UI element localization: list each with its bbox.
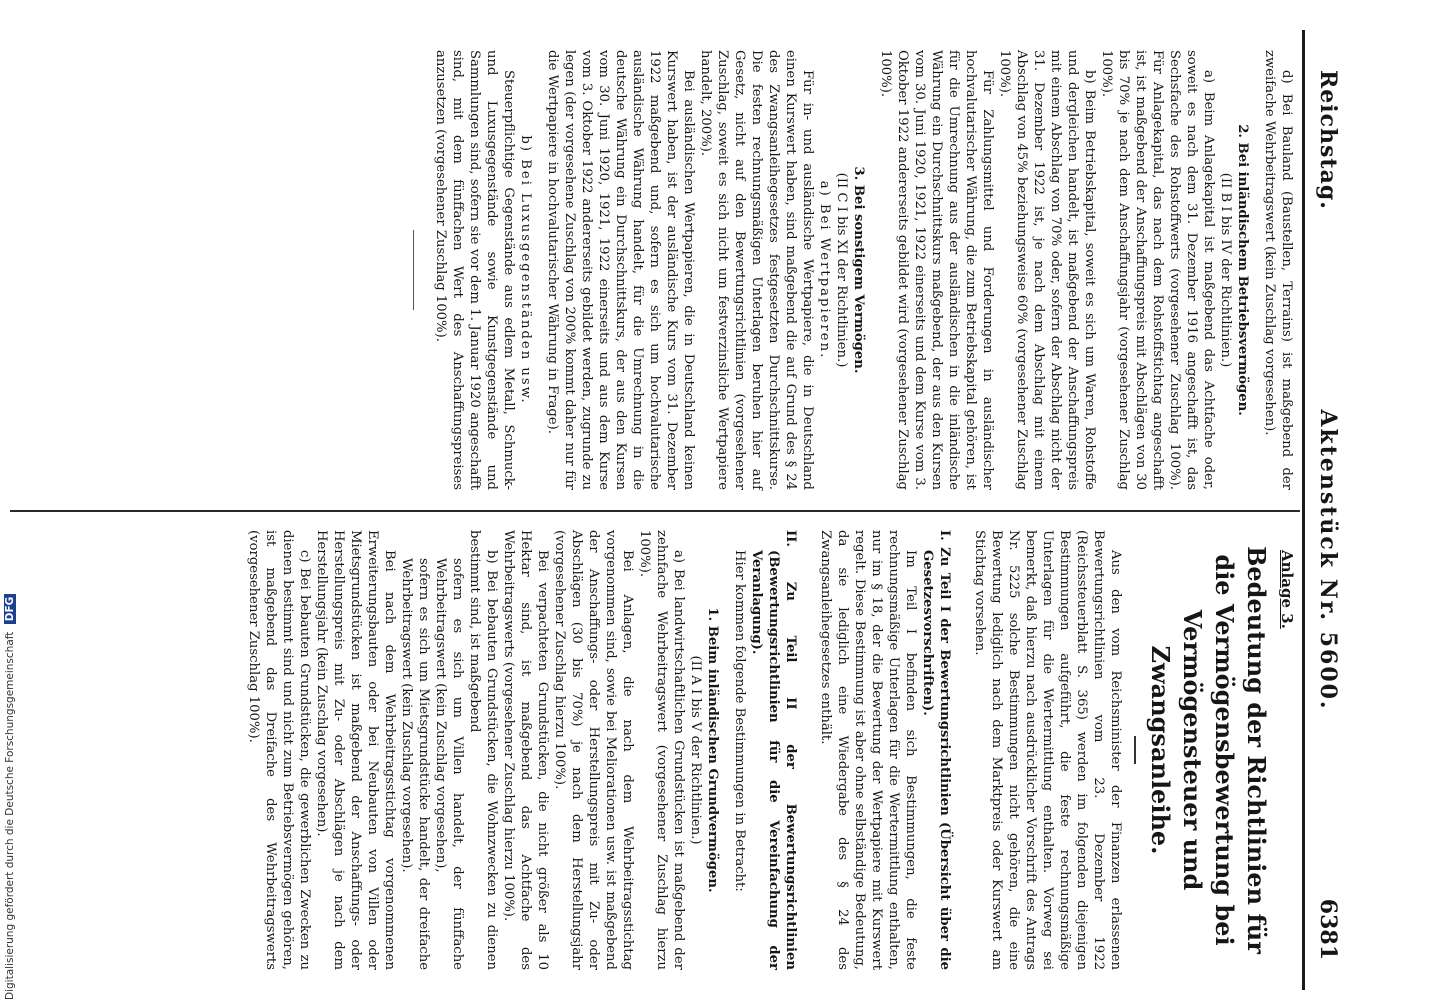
document-title: Bedeutung der Richtlinien für die Vermögensbewertung bei Vermögensteuer und Zwangsanleihe. [1146, 546, 1271, 954]
section-2-sub: (II B I bis IV der Richtlinien.) [1218, 172, 1233, 368]
paragraph-2b: b) Beim Betriebskapital, soweit es sich um Waren, Rohstoffe und dergleichen handelt, ist maßgebend der Anschaffungspreis mit einem Abschlag von 70% oder, sofern der Abschlag nicht der 31. Dezember 1922 ist, je nach dem Abschlag mit einem Abschlag von 45% beziehungsweise 60% (vorgesehener Zuschlag 100%). [997, 50, 1097, 490]
right-column [245, 530, 1295, 970]
anlage-label: Anlage 3. [1278, 550, 1296, 629]
section-II-heading: II. Zu Teil II der Bewertungsrichtlinien (Bewertungsrichtlinien für die Vereinfachung der Veranlagung). [749, 530, 798, 970]
section-3b-heading: b) Bei Luxusgegenständen usw. [518, 135, 533, 405]
section-I-text: Im Teil I befinden sich Bestimmungen, die feste rechnungsmäßige Unterlagen für die Wertermittlung enthalten, nur im § 18, der die Bewertung der Wertpapiere mit Kurswert regelt. Diese Bestimmung ist aber ohne selbständige Bedeutung, da sie lediglich eine Wiedergabe des § 24 des Zwangsanleihegesetzes enthält. [818, 530, 918, 970]
title-rule [1134, 736, 1136, 764]
column-divider [10, 510, 1300, 512]
section-3-heading: 3. Bei sonstigem Vermögen. [851, 166, 866, 374]
paragraph-d: d) Bei Bauland (Baustellen, Terrains) ist maßgebend der zweifache Wehrbeitragswert (kein Zuschlag vorgesehen). [1262, 50, 1294, 490]
paragraph-3b: Steuerpflichtige Gegenstände aus edlem Metall, Schmuck- und Luxusgegenstände sowie Kunstgegenstände und Sammlungen sind, sofern sie vor dem 1. Januar 1920 angeschafft sind, mit dem fünffachen Wert des Anschaffungspreises anzusetzen (vorgesehener Zuschlag 100%). [433, 50, 516, 490]
section-3-sub: (II C I bis XI der Richtlinien.) [834, 172, 849, 368]
section-1-heading: 1. Beim inländischen Grundvermögen. [705, 607, 720, 893]
paragraph-3a2: Bei ausländischen Wertpapieren, die in Deutschland keinen Kurswert haben, ist der ausländische Kurs vom 31. Dezember 1922 maßgebend und, sofern es sich um hochvalutarische ausländische Währung handelt, für die Umrechnung in die deutsche Währung ein Durchschnittskurs, der aus den Kursen vom 30. Juni 1920, 1921, 1922 einerseits und aus dem Kurse vom 3. Oktober 1922 andererseits gebildet werden, zugrunde zu legen (der vorgesehene Zuschlag von 200% kommt daher nur für die Wertpapiere in hochvalutarischer Währung in Frage). [545, 50, 696, 490]
section-1-sub: (II A I bis V der Richtlinien.) [688, 655, 703, 845]
paragraph-2a: a) Beim Anlagekapital ist maßgebend das Achtfache oder, soweit es nach dem 31. Dezember 1916 angeschafft ist, das Sechsfache des Rohstoffwerts (vorgesehener Zuschlag 100%). Für Anlagekapital, das nach dem Rohstoffstichtag angeschafft ist, ist maßgebend der Anschaffungspreis mit Abschlägen von 30 bis 70% je nach dem Anschaffungsjahr (vorgesehener Zuschlag 100%). [1099, 50, 1216, 490]
page-number: 6381 [1315, 898, 1341, 960]
paragraph-1a3: Bei verpachteten Grundstücken, die nicht größer als 10 Hektar sind, ist maßgebend das Achtfache des Wehrbeitragswerts (vorgesehener Zuschlag hierzu 100%). [501, 530, 550, 970]
header-rule [1302, 30, 1305, 990]
end-rule [413, 230, 414, 310]
page-header [1307, 30, 1345, 990]
paragraph-1b: b) Bei bebauten Grundstücken, die Wohnzwecken zu dienen bestimmt sind, ist maßgebend [467, 530, 499, 970]
left-column [395, 50, 1295, 490]
section-II-text: Hier kommen folgende Bestimmungen in Betracht: [732, 550, 747, 892]
paragraph-1a: a) Bei landwirtschaftlichen Grundstücken ist maßgebend der zehnfache Wehrbeitragswert (vorgesehener Zuschlag hierzu 100%). [637, 530, 686, 970]
paragraph-1a2: Bei Anlagen, die nach dem Wehrbeitragsstichtag vorgenommen sind, sowie bei Meliorationen usw. ist maßgebend der Anschaffungs- oder Herstellungspreis mit Zu- oder Abschlägen (30 bis 70%) je nach dem Herstellungsjahr (vorgesehener Zuschlag hierzu 100%). [552, 530, 635, 970]
paragraph-3a1: Für in- und ausländische Wertpapiere, die in Deutschland einen Kurswert haben, sind maßgebend die auf Grund des § 24 des Zwangsanleihegesetzes festgesetzten Durchschnittskurse. Die festen rechnungsmäßigen Unterlagen beruhen hier auf Gesetz, nicht auf den Bewertungsrichtlinien (vorgesehener Zuschlag, soweit es sich nicht um festverzinsliche Wertpapiere handelt, 200%). [698, 50, 815, 490]
paragraph-1c: c) Bei bebauten Grundstücken, die gewerblichen Zwecken zu dienen bestimmt sind und nicht zum Betriebsvermögen gehören, ist maßgebend das Dreifache des Wehrbeitragswerts (vorgesehener Zuschlag 100%). [246, 530, 312, 970]
intro-paragraph: Aus den vom Reichsminister der Finanzen erlassenen Bewertungsrichtlinien vom 23. Dezember 1922 (Reichssteuerblatt S. 365) werden im folgenden diejenigen Bestimmungen aufgeführt, die feste rechnungsmäßige Unterlagen für die Wertermittlung enthalten. Vorweg sei bemerkt, daß hierzu nach ausdrücklicher Vorschrift des Antrags Nr. 5225 solche Bestimmungen nicht gehören, die eine Bewertung lediglich nach dem Marktpreis oder Kurswert am Stichtag vorsehen. [972, 530, 1123, 970]
paragraph-1b1: sofern es sich um Villen handelt, der fünffache Wehrbeitragswert (kein Zuschlag vorgesehen), [433, 558, 465, 970]
paragraph-2c: Für Zahlungsmittel und Forderungen in ausländischer hochvalutarischer Währung, die zum Betriebskapital gehören, ist für die Umrechnung aus der ausländischen in die inländische Währung ein Durchschnittskurs maßgebend, der aus den Kursen vom 30. Juni 1920, 1921, 1922 einerseits und dem Kurse vom 3. Oktober 1922 andererseits gebildet wird (vorgesehener Zuschlag 100%). [878, 50, 995, 490]
side-note-text: Digitalisierung gefördert durch die Deutsche Forschungsgemeinschaft [4, 631, 16, 1000]
paragraph-1b3: Bei nach dem Wehrbeitragsstichtag vorgenommenen Erweiterungsbauten oder bei Neubauten von Villen oder Mietsgrundstücken ist maßgebend der Anschaffungs- oder Herstellungspreis mit Zu- oder Abschlägen je nach dem Herstellungsjahr (kein Zuschlag vorgesehen). [314, 530, 397, 970]
paragraph-1b2: sofern es sich um Mietsgrundstücke handelt, der dreifache Wehrbeitragswert (kein Zuschlag vorgesehen). [399, 558, 431, 970]
digitization-note [4, 594, 16, 1000]
dfg-logo: DFG [4, 594, 16, 625]
rotated-page [15, 30, 1345, 990]
section-3a-heading: a) Bei Wertpapieren. [817, 180, 832, 360]
header-left: Reichstag. [1315, 70, 1341, 210]
section-2-heading: 2. Bei inländischem Betriebsvermögen. [1235, 124, 1250, 416]
header-center: Aktenstück Nr. 5600. [1315, 409, 1341, 711]
section-I-heading: I. Zu Teil I der Bewertungsrichtlinien (Übersicht über die Gesetzesvorschriften). [920, 530, 952, 970]
